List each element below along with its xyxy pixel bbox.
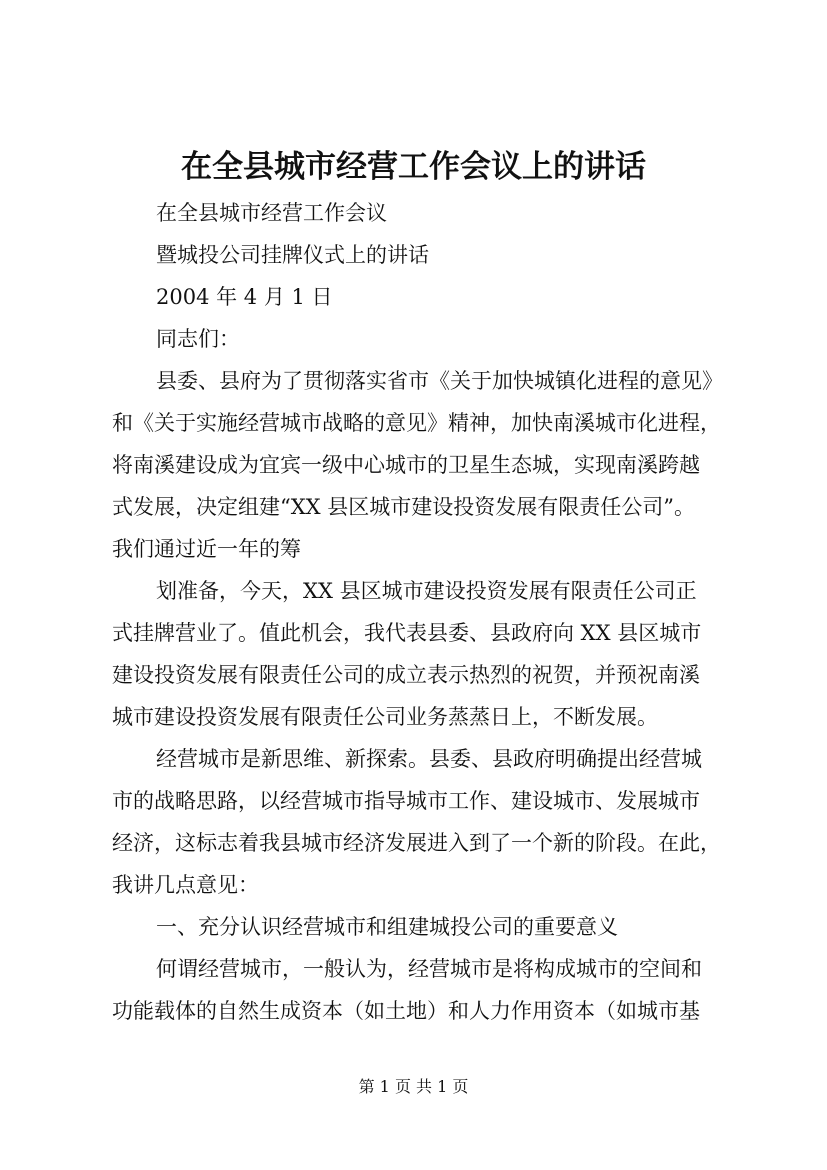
paragraph-2-line-4: 城市建设投资发展有限责任公司业务蒸蒸日上，不断发展。: [112, 705, 658, 729]
paragraph-1-line-4: 式发展，决定组建“XX 县区城市建设投资发展有限责任公司”。: [112, 495, 696, 519]
paragraph-3-line-3: 经济，这标志着我县城市经济发展进入到了一个新的阶段。在此，: [112, 831, 721, 855]
paragraph-2-line-3: 建设投资发展有限责任公司的成立表示热烈的祝贺，并预祝南溪: [112, 663, 700, 687]
paragraph-3-line-2: 市的战略思路，以经营城市指导城市工作、建设城市、发展城市: [112, 789, 700, 813]
paragraph-3-line-1: 经营城市是新思维、新探索。县委、县政府明确提出经营城: [156, 747, 702, 771]
document-title: 在全县城市经营工作会议上的讲话: [181, 149, 646, 185]
page-number-footer: 第 1 页 共 1 页: [358, 1077, 469, 1096]
paragraph-2-line-2: 式挂牌营业了。值此机会，我代表县委、县政府向 XX 县区城市: [112, 621, 702, 645]
date-line: 2004 年 4 月 1 日: [156, 285, 333, 309]
paragraph-1-line-1: 县委、县府为了贯彻落实省市《关于加快城镇化进程的意见》: [156, 369, 723, 393]
paragraph-2-line-1: 划准备，今天，XX 县区城市建设投资发展有限责任公司正: [156, 579, 697, 603]
paragraph-3-line-4: 我讲几点意见：: [112, 873, 259, 897]
paragraph-1-line-3: 将南溪建设成为宜宾一级中心城市的卫星生态城，实现南溪跨越: [112, 453, 700, 477]
heading-line-2: 暨城投公司挂牌仪式上的讲话: [156, 243, 429, 267]
paragraph-4-line-1: 何谓经营城市，一般认为，经营城市是将构成城市的空间和: [156, 957, 702, 981]
paragraph-1-line-5: 我们通过近一年的筹: [112, 537, 301, 561]
paragraph-1-line-2: 和《关于实施经营城市战略的意见》精神，加快南溪城市化进程，: [112, 411, 721, 435]
salutation-line: 同志们：: [156, 327, 240, 351]
paragraph-4-line-2: 功能载体的自然生成资本（如土地）和人力作用资本（如城市基: [112, 999, 700, 1023]
heading-line-1: 在全县城市经营工作会议: [156, 201, 387, 225]
section-heading: 一、充分认识经营城市和组建城投公司的重要意义: [156, 915, 618, 939]
